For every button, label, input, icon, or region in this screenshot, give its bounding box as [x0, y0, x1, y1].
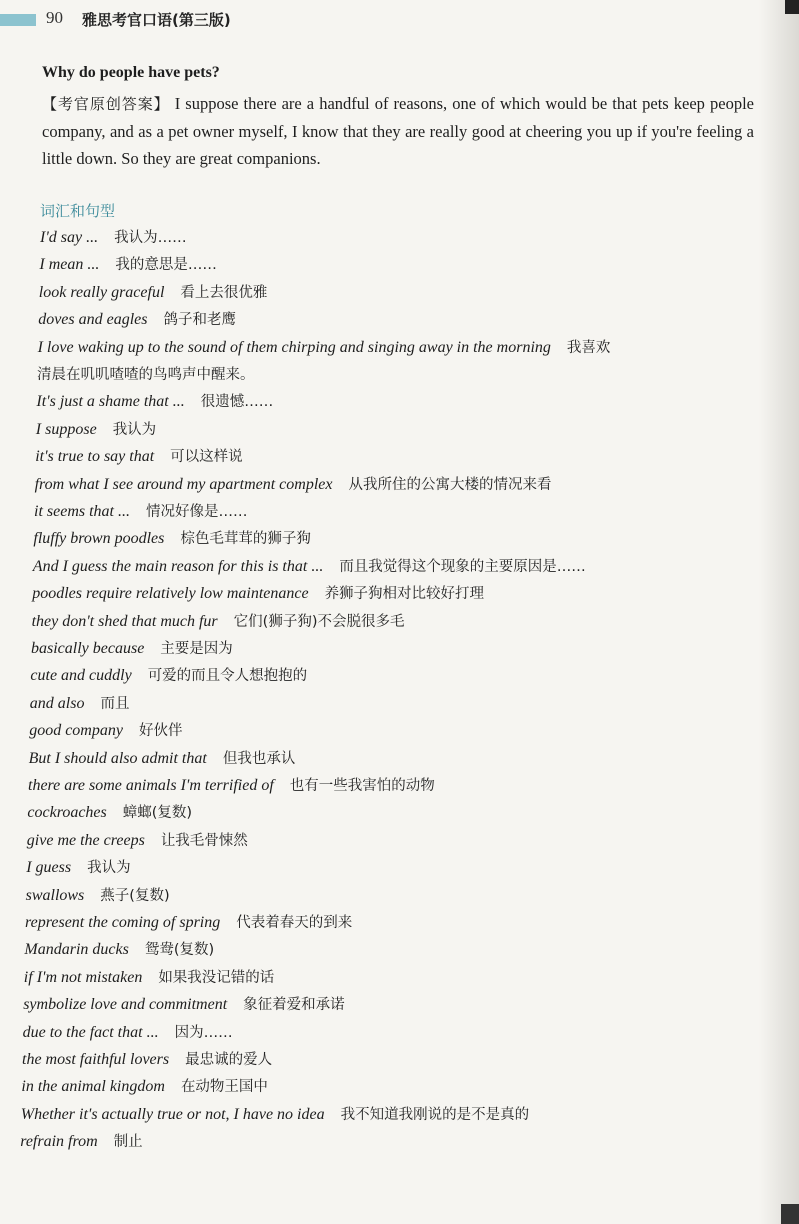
vocab-item	[37, 363, 255, 389]
vocab-item	[25, 911, 352, 937]
vocab-english: due to the fact that ...	[22, 1023, 159, 1041]
vocab-item	[40, 226, 187, 252]
vocab-item	[35, 473, 552, 499]
vocab-item	[32, 610, 405, 636]
answer-tag: 【考官原创答案】	[42, 95, 170, 113]
vocab-english: It's just a shame that ...	[36, 393, 185, 411]
edge-mark-bottom	[781, 1204, 799, 1224]
vocab-english: basically because	[31, 640, 145, 657]
vocab-english: swallows	[25, 886, 85, 904]
vocab-chinese: 我的意思是……	[115, 257, 217, 274]
vocab-chinese: 棕色毛茸茸的狮子狗	[180, 531, 311, 548]
vocab-chinese: 而且	[100, 695, 130, 712]
vocab-chinese: 主要是因为	[160, 641, 233, 657]
vocab-item	[23, 1021, 233, 1047]
vocab-english: cute and cuddly	[30, 667, 132, 685]
vocab-chinese: 燕子(复数)	[100, 887, 170, 904]
vocab-item	[29, 747, 296, 773]
vocab-chinese: 象征着爱和承诺	[243, 997, 345, 1014]
vocab-english: I love waking up to the sound of them chirping and singing away in the morning	[37, 338, 551, 356]
vocab-english: fluffy brown poodles	[33, 530, 165, 548]
vocab-chinese: 而且我觉得这个现象的主要原因是……	[339, 558, 586, 575]
vocab-chinese: 我认为	[112, 421, 157, 438]
vocab-chinese: 最忠诚的爱人	[185, 1052, 273, 1068]
vocab-chinese: 它们(狮子狗)不会脱很多毛	[233, 613, 405, 630]
vocab-chinese: 从我所住的公寓大楼的情况来看	[348, 476, 552, 493]
vocab-item	[38, 308, 236, 334]
vocab-english: they don't shed that much fur	[31, 612, 218, 630]
vocab-english: symbolize love and commitment	[23, 996, 228, 1014]
vocab-english: give me the creeps	[26, 831, 145, 849]
vocab-english: good company	[29, 722, 123, 740]
vocab-chinese: 看上去很优雅	[180, 284, 268, 301]
book-title: 雅思考官口语(第三版)	[82, 11, 231, 29]
vocab-english: from what I see around my apartment complex	[34, 475, 333, 493]
vocab-chinese: 我认为	[87, 860, 131, 877]
vocab-item	[31, 637, 233, 663]
vocab-english: I guess	[26, 859, 72, 877]
answer-text: I suppose there are a handful of reasons, one of which would be that pets keep people company, and as a pet owner myself, I know that they are really good at cheering you up if you're feeling a little down. So they are great companions.	[42, 94, 754, 168]
vocab-chinese: 很遗憾……	[200, 394, 274, 411]
vocab-english: represent the coming of spring	[25, 914, 221, 931]
vocab-chinese: 蟑螂(复数)	[122, 805, 193, 822]
vocab-chinese: 但我也承认	[222, 750, 296, 767]
vocab-item	[38, 336, 611, 362]
vocab-item	[32, 582, 484, 608]
vocab-english: I mean ...	[39, 256, 100, 274]
vocab-item	[29, 719, 182, 745]
vocab-chinese: 鸳鸯(复数)	[144, 942, 215, 959]
vocab-item	[36, 390, 273, 416]
page-header	[0, 8, 760, 32]
vocab-item	[26, 856, 130, 882]
vocab-english: cockroaches	[27, 804, 107, 822]
page-number: 90	[46, 8, 63, 27]
vocab-item	[24, 938, 214, 964]
vocab-chinese: 我不知道我刚说的是不是真的	[340, 1106, 530, 1123]
vocab-item	[33, 555, 586, 581]
vocab-english: Whether it's actually true or not, I have no idea	[20, 1105, 325, 1123]
page-edge-shadow	[759, 0, 799, 1224]
vocab-item	[35, 445, 242, 471]
vocab-english: if I'm not mistaken	[23, 968, 143, 986]
vocab-item	[21, 1075, 268, 1101]
vocab-chinese: 情况好像是……	[146, 504, 248, 520]
vocab-english: Mandarin ducks	[24, 941, 129, 959]
vocab-chinese: 可爱的而且令人想抱抱的	[147, 668, 308, 685]
vocab-english: poodles require relatively low maintenance	[32, 585, 309, 603]
vocab-chinese: 如果我没记错的话	[158, 969, 275, 986]
vocab-english: I'd say ...	[40, 229, 99, 246]
vocab-chinese: 也有一些我害怕的动物	[289, 778, 435, 794]
vocab-heading: 词汇和句型	[40, 202, 116, 220]
vocab-english: refrain from	[20, 1133, 98, 1151]
vocab-item	[36, 418, 156, 444]
vocab-chinese: 我喜欢	[566, 339, 611, 356]
vocab-item	[27, 801, 192, 827]
vocab-chinese: 好伙伴	[138, 723, 183, 740]
question-heading: Why do people have pets?	[42, 64, 220, 81]
vocab-english: and also	[29, 694, 85, 712]
vocab-chinese: 制止	[113, 1134, 143, 1151]
vocab-item	[34, 500, 248, 526]
vocab-item	[22, 1048, 272, 1074]
vocab-chinese: 清晨在叽叽喳喳的鸟鸣声中醒来。	[37, 367, 255, 383]
vocab-english: look really graceful	[38, 283, 165, 301]
vocab-chinese: 鸽子和老鹰	[163, 312, 236, 329]
vocab-chinese: 在动物王国中	[180, 1079, 268, 1096]
vocab-item	[33, 527, 310, 553]
vocab-english: I suppose	[35, 420, 97, 438]
vocab-chinese: 因为……	[174, 1024, 233, 1041]
vocab-english: there are some animals I'm terrified of	[28, 777, 274, 794]
vocab-item	[27, 829, 248, 855]
vocab-english: it's true to say that	[35, 448, 155, 466]
vocab-english: But I should also admit that	[28, 749, 207, 767]
vocab-chinese: 我认为……	[114, 230, 187, 246]
vocab-english: And I guess the main reason for this is that ...	[32, 557, 324, 575]
vocab-item	[24, 966, 275, 992]
vocab-item	[39, 281, 268, 307]
vocab-chinese: 可以这样说	[170, 449, 243, 466]
vocab-item	[23, 993, 344, 1019]
vocab-chinese: 代表着春天的到来	[236, 915, 353, 931]
vocab-chinese: 让我毛骨悚然	[160, 832, 248, 849]
vocab-item	[30, 664, 307, 690]
vocab-item	[39, 253, 216, 279]
vocab-english: in the animal kingdom	[21, 1078, 165, 1096]
edge-mark-top	[785, 0, 799, 14]
vocab-item	[30, 692, 130, 718]
vocab-item	[26, 884, 170, 910]
vocab-english: the most faithful lovers	[22, 1051, 170, 1068]
answer-paragraph	[42, 90, 754, 172]
vocab-item	[21, 1103, 529, 1129]
vocab-chinese: 养狮子狗相对比较好打理	[324, 586, 485, 603]
vocab-english: doves and eagles	[38, 311, 148, 329]
vocab-item	[20, 1130, 142, 1156]
vocab-item	[28, 774, 435, 800]
vocab-english: it seems that ...	[34, 503, 130, 520]
header-color-bar	[0, 14, 36, 26]
